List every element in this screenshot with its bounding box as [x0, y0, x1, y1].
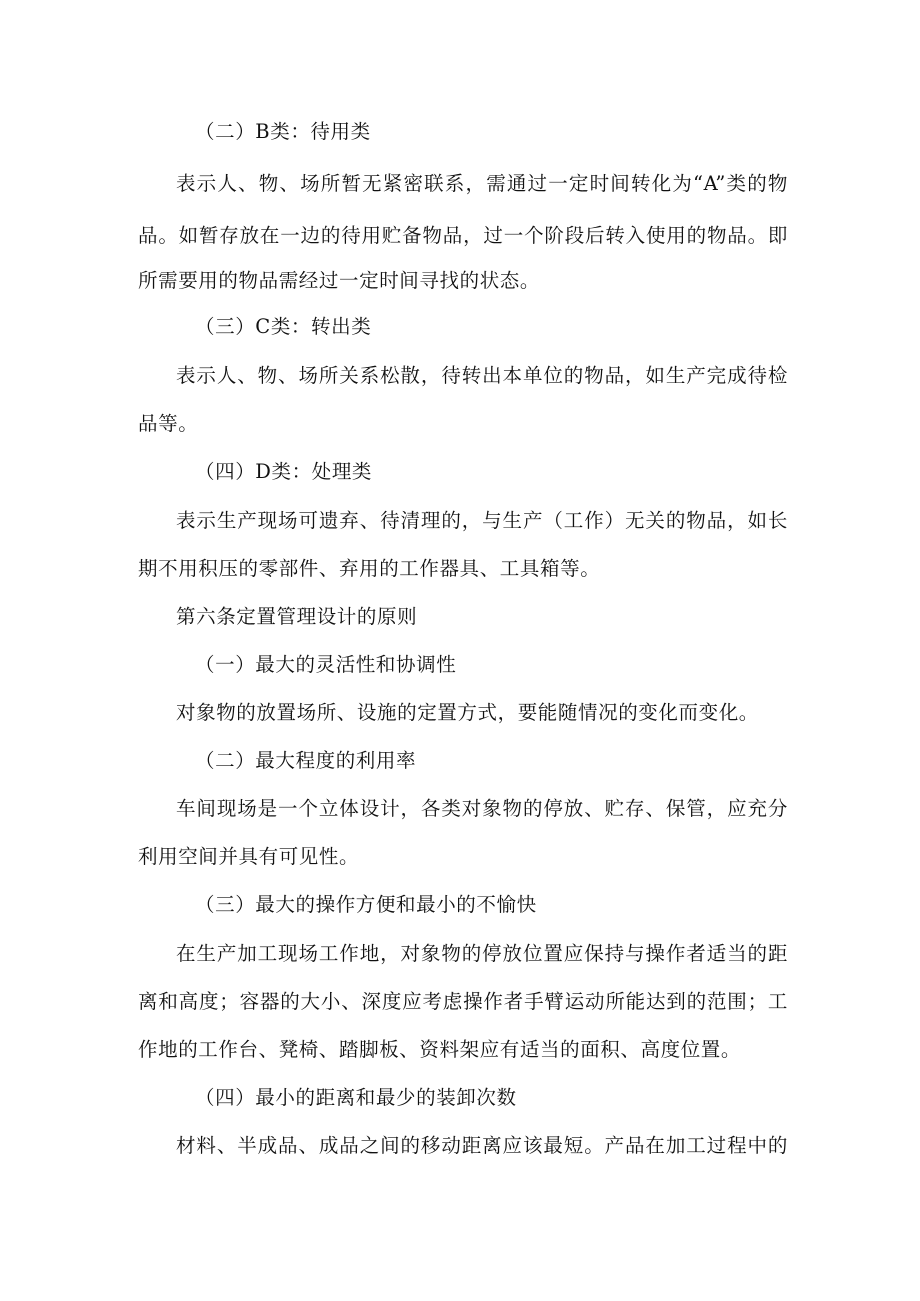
paragraph-line: 材料、半成品、成品之间的移动距离应该最短。产品在加工过程中的 — [176, 1134, 788, 1157]
paragraph-line: 表示人、物、场所关系松散，待转出本单位的物品，如生产完成待检 — [176, 364, 788, 387]
paragraph-line: 表示生产现场可遗弃、待清理的，与生产（工作）无关的物品，如长 — [176, 509, 788, 532]
paragraph-line: 在生产加工现场工作地，对象物的停放位置应保持与操作者适当的距 — [176, 942, 788, 965]
section-heading-c: （三）C类：转出类 — [195, 315, 372, 338]
section-heading-d: （四）D类：处理类 — [195, 460, 373, 483]
principle-heading-3: （三）最大的操作方便和最小的不愉快 — [195, 893, 537, 916]
paragraph-line: 期不用积压的零部件、弃用的工作器具、工具箱等。 — [138, 557, 601, 580]
section-heading-b: （二）B类：待用类 — [195, 120, 371, 143]
paragraph-line: 对象物的放置场所、设施的定置方式，要能随情况的变化而变化。 — [176, 701, 759, 724]
paragraph-line: 作地的工作台、凳椅、踏脚板、资料架应有适当的面积、高度位置。 — [138, 1038, 742, 1061]
principle-heading-2: （二）最大程度的利用率 — [195, 749, 417, 772]
article-title: 第六条定置管理设计的原则 — [176, 605, 418, 628]
paragraph-line: 利用空间并具有可见性。 — [138, 845, 360, 868]
paragraph-line: 车间现场是一个立体设计，各类对象物的停放、贮存、保管，应充分 — [176, 797, 788, 820]
principle-heading-4: （四）最小的距离和最少的装卸次数 — [195, 1086, 517, 1109]
paragraph-line: 品等。 — [138, 412, 199, 435]
paragraph-line: 表示人、物、场所暂无紧密联系，需通过一定时间转化为“A”类的物 — [176, 172, 788, 195]
paragraph-line: 所需要用的物品需经过一定时间寻找的状态。 — [138, 269, 541, 292]
paragraph-line: 离和高度；容器的大小、深度应考虑操作者手臂运动所能达到的范围；工 — [138, 990, 788, 1013]
paragraph-line: 品。如暂存放在一边的待用贮备物品，过一个阶段后转入使用的物品。即 — [138, 224, 788, 247]
principle-heading-1: （一）最大的灵活性和协调性 — [195, 653, 457, 676]
